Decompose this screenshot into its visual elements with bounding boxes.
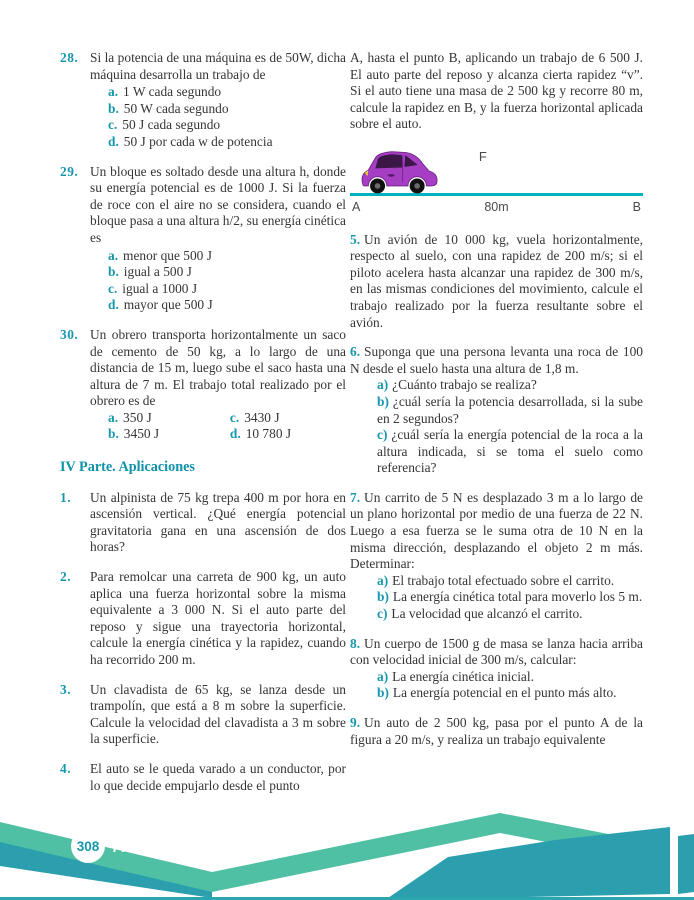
left-column: [60, 50, 346, 807]
problem-5: [350, 232, 643, 332]
sub-text: ¿cuál sería la energía potencial de la roca a la altura indicada, si se toma el suelo como referencia?: [377, 427, 643, 476]
option-text: 3450 J: [123, 426, 160, 442]
sub-text: La energía potencial en el punto más alto.: [392, 685, 617, 701]
problem-number: 30.: [60, 326, 79, 342]
problem-text: Para remolcar una carreta de 900 kg, un auto aplica una fuerza horizontal sobre la misma equivalente a 3 000 N. Si el auto parte del reposo y sigue una trayectoria horizontal, calcule la energía cinética y la rapidez, cuando ha recorrido 200 m.: [90, 569, 346, 667]
problem-9: [350, 715, 643, 748]
problem-text: Suponga que una persona levanta una roca de 100 N desde el suelo hasta una altura de 1,8 m.: [350, 344, 643, 376]
point-b-label: B: [632, 199, 641, 214]
option-text: igual a 500 J: [123, 264, 192, 280]
sub-question-a: [377, 573, 643, 590]
sub-text: ¿Cuánto trabajo se realiza?: [392, 377, 537, 393]
option-letter: b.: [108, 100, 119, 116]
option-text: 350 J: [123, 409, 152, 425]
problem-1: [60, 490, 346, 556]
option-b: [108, 426, 230, 443]
sub-letter: a): [377, 668, 389, 684]
problem-text: Un obrero transporta horizontalmente un saco de cemento de 50 kg, a lo largo de una distancia de 15 m, luego sube el saco hasta una altura de 7 m. El trabajo total realizado por el obrero es de: [90, 326, 346, 409]
sub-text: ¿cuál sería la potencia desarrollada, si la sube en 2 segundos?: [377, 393, 643, 426]
sub-text: La energía cinética total para moverlo los 5 m.: [392, 589, 643, 605]
sub-text: El trabajo total efectuado sobre el carrito.: [392, 572, 615, 588]
option-letter: a.: [108, 84, 119, 100]
option-letter: a.: [108, 247, 119, 263]
option-text: mayor que 500 J: [123, 297, 213, 313]
option-letter: d.: [108, 297, 119, 313]
distance-label: 80m: [484, 199, 509, 214]
option-text: igual a 1000 J: [122, 280, 198, 296]
problem-number: 5.: [350, 231, 361, 247]
problem-number: 29.: [60, 163, 79, 179]
page-number: 308: [76, 839, 100, 854]
problem-4-continuation: A, hasta el punto B, aplicando un trabajo de 6 500 J. El auto parte del reposo y alcanza cierta rapidez “v”. Si el auto tiene una masa de 2 500 kg y recorre 80 m, calcule la rapidez en B, y la fuerza horizontal aplicada sobre el auto.: [350, 50, 643, 132]
sub-question-b: [377, 685, 643, 702]
option-letter: d.: [108, 133, 119, 149]
problem-8: [350, 636, 643, 702]
problem-text: Un auto de 2 500 kg, pasa por el punto A de la figura a 20 m/s, y realiza un trabajo equivalente: [350, 715, 643, 747]
option-letter: b.: [108, 426, 119, 442]
problem-3: [60, 682, 346, 748]
option-text: 50 W cada segundo: [123, 100, 229, 116]
problem-29: [60, 164, 346, 314]
problem-6: [350, 344, 643, 477]
option-c: [230, 410, 346, 427]
book-title: Física 10º: [113, 839, 178, 855]
option-text: 10 780 J: [245, 426, 292, 442]
option-letter: c.: [108, 117, 118, 133]
option-b: [108, 101, 346, 118]
figure-canvas: [350, 146, 643, 193]
sub-question-b: [377, 589, 643, 606]
sub-letter: c): [377, 427, 388, 443]
problem-28: [60, 50, 346, 151]
problem-text: Un bloque es soltado desde una altura h, donde su energía potencial es de 1000 J. Si la fuerza de roce con el aire no se considera, cuando el bloque pasa a una altura h/2, su energía cinética es: [90, 163, 346, 245]
problem-text: El auto se le queda varado a un conductor, por lo que decide empujarlo desde el punto: [90, 760, 346, 793]
option-d: [108, 297, 346, 314]
problem-body: [90, 50, 346, 151]
problem-body: [90, 164, 346, 314]
option-text: 3430 J: [244, 409, 280, 425]
problem-number: 4.: [60, 760, 72, 776]
option-text: menor que 500 J: [123, 247, 212, 263]
problem-text: Un clavadista de 65 kg, se lanza desde un trampolín, que está a 8 m sobre la superficie. Calcule la velocidad del clavadista a 3 m sobre la superficie.: [90, 681, 346, 747]
force-label: F: [478, 148, 487, 164]
problem-text: Si la potencia de una máquina es de 50W, dicha máquina desarrolla un trabajo de: [90, 50, 346, 82]
problem-text: Un carrito de 5 N es desplazado 3 m a lo largo de un plano horizontal por medio de una fuerza de 22 N. Luego a esa fuerza se le suma otra de 10 N en la misma dirección, desplazando el objeto 2 m más. Determinar:: [350, 489, 643, 572]
sub-letter: a): [377, 377, 389, 393]
option-letter: a.: [108, 409, 119, 425]
problem-number: 8.: [350, 635, 361, 651]
problem-7: [350, 490, 643, 623]
options-list: [90, 84, 346, 150]
sub-text: La velocidad que alcanzó el carrito.: [391, 606, 583, 622]
problem-2: [60, 569, 346, 669]
option-a: [108, 410, 230, 427]
problem-number: 6.: [350, 344, 361, 360]
option-d: [108, 134, 346, 151]
car-icon: [356, 146, 444, 196]
problem-number: 2.: [60, 569, 72, 585]
problem-text: Un cuerpo de 1500 g de masa se lanza hacia arriba con velocidad inicial de 300 m/s, calcular:: [350, 635, 643, 668]
problem-4: [60, 761, 346, 794]
sub-letter: b): [377, 393, 389, 409]
option-a: [108, 248, 346, 265]
option-text: 1 W cada segundo: [123, 84, 222, 100]
problem-body: [90, 327, 346, 443]
option-a: [108, 84, 346, 101]
option-letter: d.: [229, 426, 241, 442]
sub-letter: b): [377, 685, 389, 701]
sub-question-a: [377, 377, 643, 394]
option-b: [108, 264, 346, 281]
sub-question-a: [377, 669, 643, 686]
option-d: [230, 426, 346, 443]
sub-question-c: [377, 606, 643, 623]
options-grid: [108, 410, 346, 443]
problem-30: [60, 327, 346, 443]
sub-question-b: [377, 394, 643, 427]
option-letter: b.: [108, 264, 119, 280]
sub-text: La energía cinética inicial.: [392, 668, 534, 684]
problem-number: 1.: [60, 489, 72, 505]
sub-letter: b): [377, 589, 389, 605]
option-letter: c.: [229, 409, 240, 425]
car-diagram: [350, 146, 643, 216]
figure-labels: [350, 199, 643, 216]
footer-banner: [0, 810, 694, 900]
option-c: [108, 117, 346, 134]
problem-number: 3.: [60, 681, 72, 697]
option-text: 50 J por cada w de potencia: [123, 133, 273, 149]
right-column: [350, 50, 643, 761]
point-a-label: A: [352, 199, 361, 214]
option-letter: c.: [108, 280, 118, 296]
problem-text: Un avión de 10 000 kg, vuela horizontalmente, respecto al suelo, con una rapidez de 200 m/s; si el piloto acelera hasta alcanzar una rapidez de 300 m/s, en las mismas condiciones del movimiento, calcule el trabajo realizado por la fuerza resultante sobre el avión.: [350, 231, 643, 330]
option-c: [108, 281, 346, 298]
sub-letter: a): [377, 572, 389, 588]
sub-letter: c): [377, 606, 388, 622]
problem-number: 28.: [60, 50, 79, 65]
problem-number: 7.: [350, 489, 361, 505]
ribbon-graphic: [0, 810, 694, 900]
options-list: [90, 248, 346, 314]
problem-number: 9.: [350, 715, 361, 730]
option-text: 50 J cada segundo: [122, 117, 221, 133]
sub-question-c: [377, 427, 643, 477]
section-heading: IV Parte. Aplicaciones: [60, 459, 195, 476]
problem-text: Un alpinista de 75 kg trepa 400 m por hora en ascensión vertical. ¿Qué energía potencial gravitatoria gana en una ascensión de dos horas?: [90, 489, 346, 555]
